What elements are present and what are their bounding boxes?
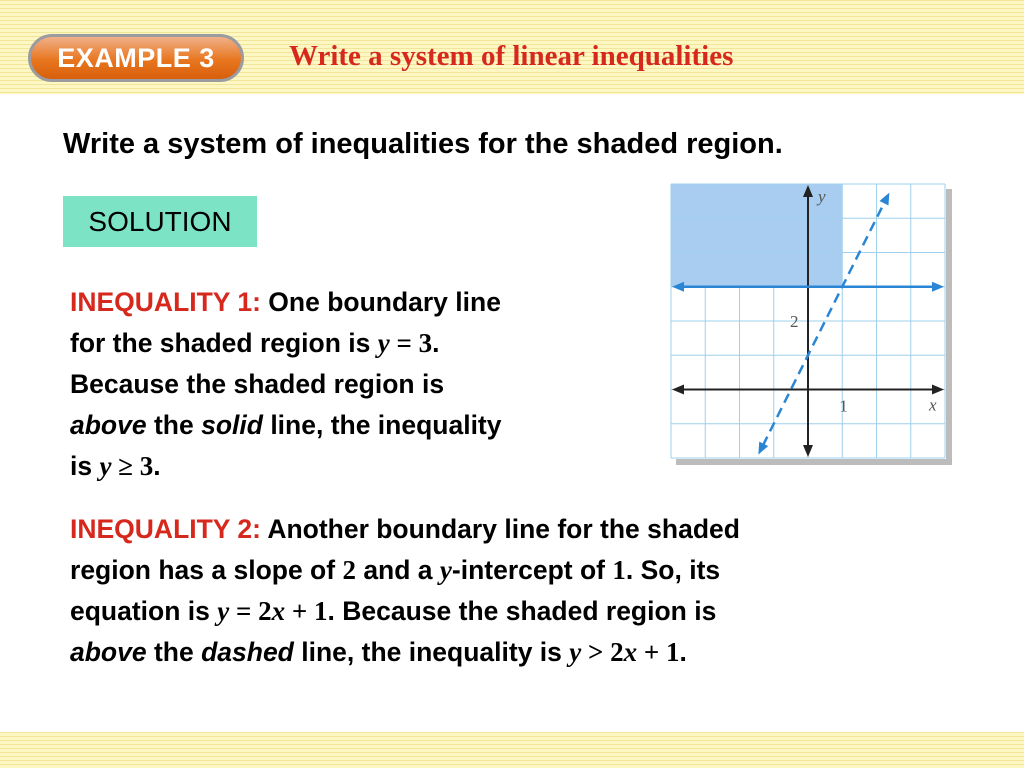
solid-line-arrow-right: [932, 282, 944, 292]
text: + 1: [285, 596, 328, 626]
text: equation is: [70, 596, 210, 626]
footer-band: [0, 732, 1024, 768]
text: region has a slope of: [70, 555, 336, 585]
coordinate-graph: [670, 183, 946, 459]
var: y: [217, 596, 230, 626]
y-axis-arrow-bottom: [803, 445, 813, 457]
var: y: [569, 637, 582, 667]
text: = 3: [389, 328, 433, 358]
text: -intercept of: [451, 555, 606, 585]
text: dashed: [201, 637, 294, 667]
text: the: [153, 410, 194, 440]
inequality-1-paragraph: INEQUALITY 1: One boundary line for the shaded region is y = 3. Because the shaded region is above the solid line, the inequality is y ≥ 3.: [70, 282, 640, 487]
text: . So, its: [625, 555, 721, 585]
text: the: [153, 637, 194, 667]
var: y: [377, 328, 390, 358]
x-tick-label: 1: [839, 396, 848, 416]
inequality-2-paragraph: INEQUALITY 2: Another boundary line for the shaded region has a slope of 2 and a y-intercept of 1. So, its equation is y = 2x + 1. Because the shaded region is above the dashed line, the inequality is y > 2x + 1.: [70, 514, 740, 667]
text: and a: [363, 555, 433, 585]
text: solid: [201, 410, 263, 440]
problem-prompt: Write a system of inequalities for the shaded region.: [63, 128, 783, 160]
inequality-1-label: INEQUALITY 1:: [70, 287, 261, 317]
solution-label: SOLUTION: [63, 196, 257, 247]
text: Because the shaded region is: [70, 369, 445, 399]
text: = 2: [229, 596, 272, 626]
inequality-2-label: INEQUALITY 2:: [70, 514, 261, 544]
slope-value: 2: [342, 555, 356, 585]
inequality-1: [99, 451, 153, 481]
text: . Because the shaded region is: [327, 596, 717, 626]
x-axis-arrow-left: [672, 385, 684, 395]
graph-svg: [670, 183, 946, 459]
y-tick-label: 2: [790, 312, 799, 331]
equation-1: [378, 328, 432, 358]
inequality-2: [569, 637, 679, 667]
intercept-value: 1: [612, 555, 626, 585]
x-axis-label: x: [929, 395, 937, 415]
equation-2: [217, 596, 327, 626]
x-axis-arrow-right: [932, 385, 944, 395]
text: > 2: [581, 637, 624, 667]
text: is: [70, 451, 93, 481]
dashed-line-arrow-top: [880, 193, 890, 206]
slide-title: Write a system of linear inequalities: [289, 40, 734, 72]
text: line, the inequality: [270, 410, 502, 440]
var: x: [271, 596, 286, 626]
var: y: [99, 451, 112, 481]
y-axis-label: y: [818, 187, 826, 206]
text: above: [70, 637, 147, 667]
var: x: [623, 637, 638, 667]
text: Another boundary line for the shaded: [267, 514, 740, 544]
var: y: [439, 555, 452, 585]
text: for the shaded region is: [70, 328, 371, 358]
text: ≥ 3: [111, 451, 154, 481]
text: line, the inequality is: [301, 637, 562, 667]
text: One boundary line: [268, 287, 501, 317]
text: + 1: [637, 637, 680, 667]
example-badge: EXAMPLE 3: [28, 34, 244, 82]
text: above: [70, 410, 147, 440]
shaded-region: [671, 184, 842, 287]
